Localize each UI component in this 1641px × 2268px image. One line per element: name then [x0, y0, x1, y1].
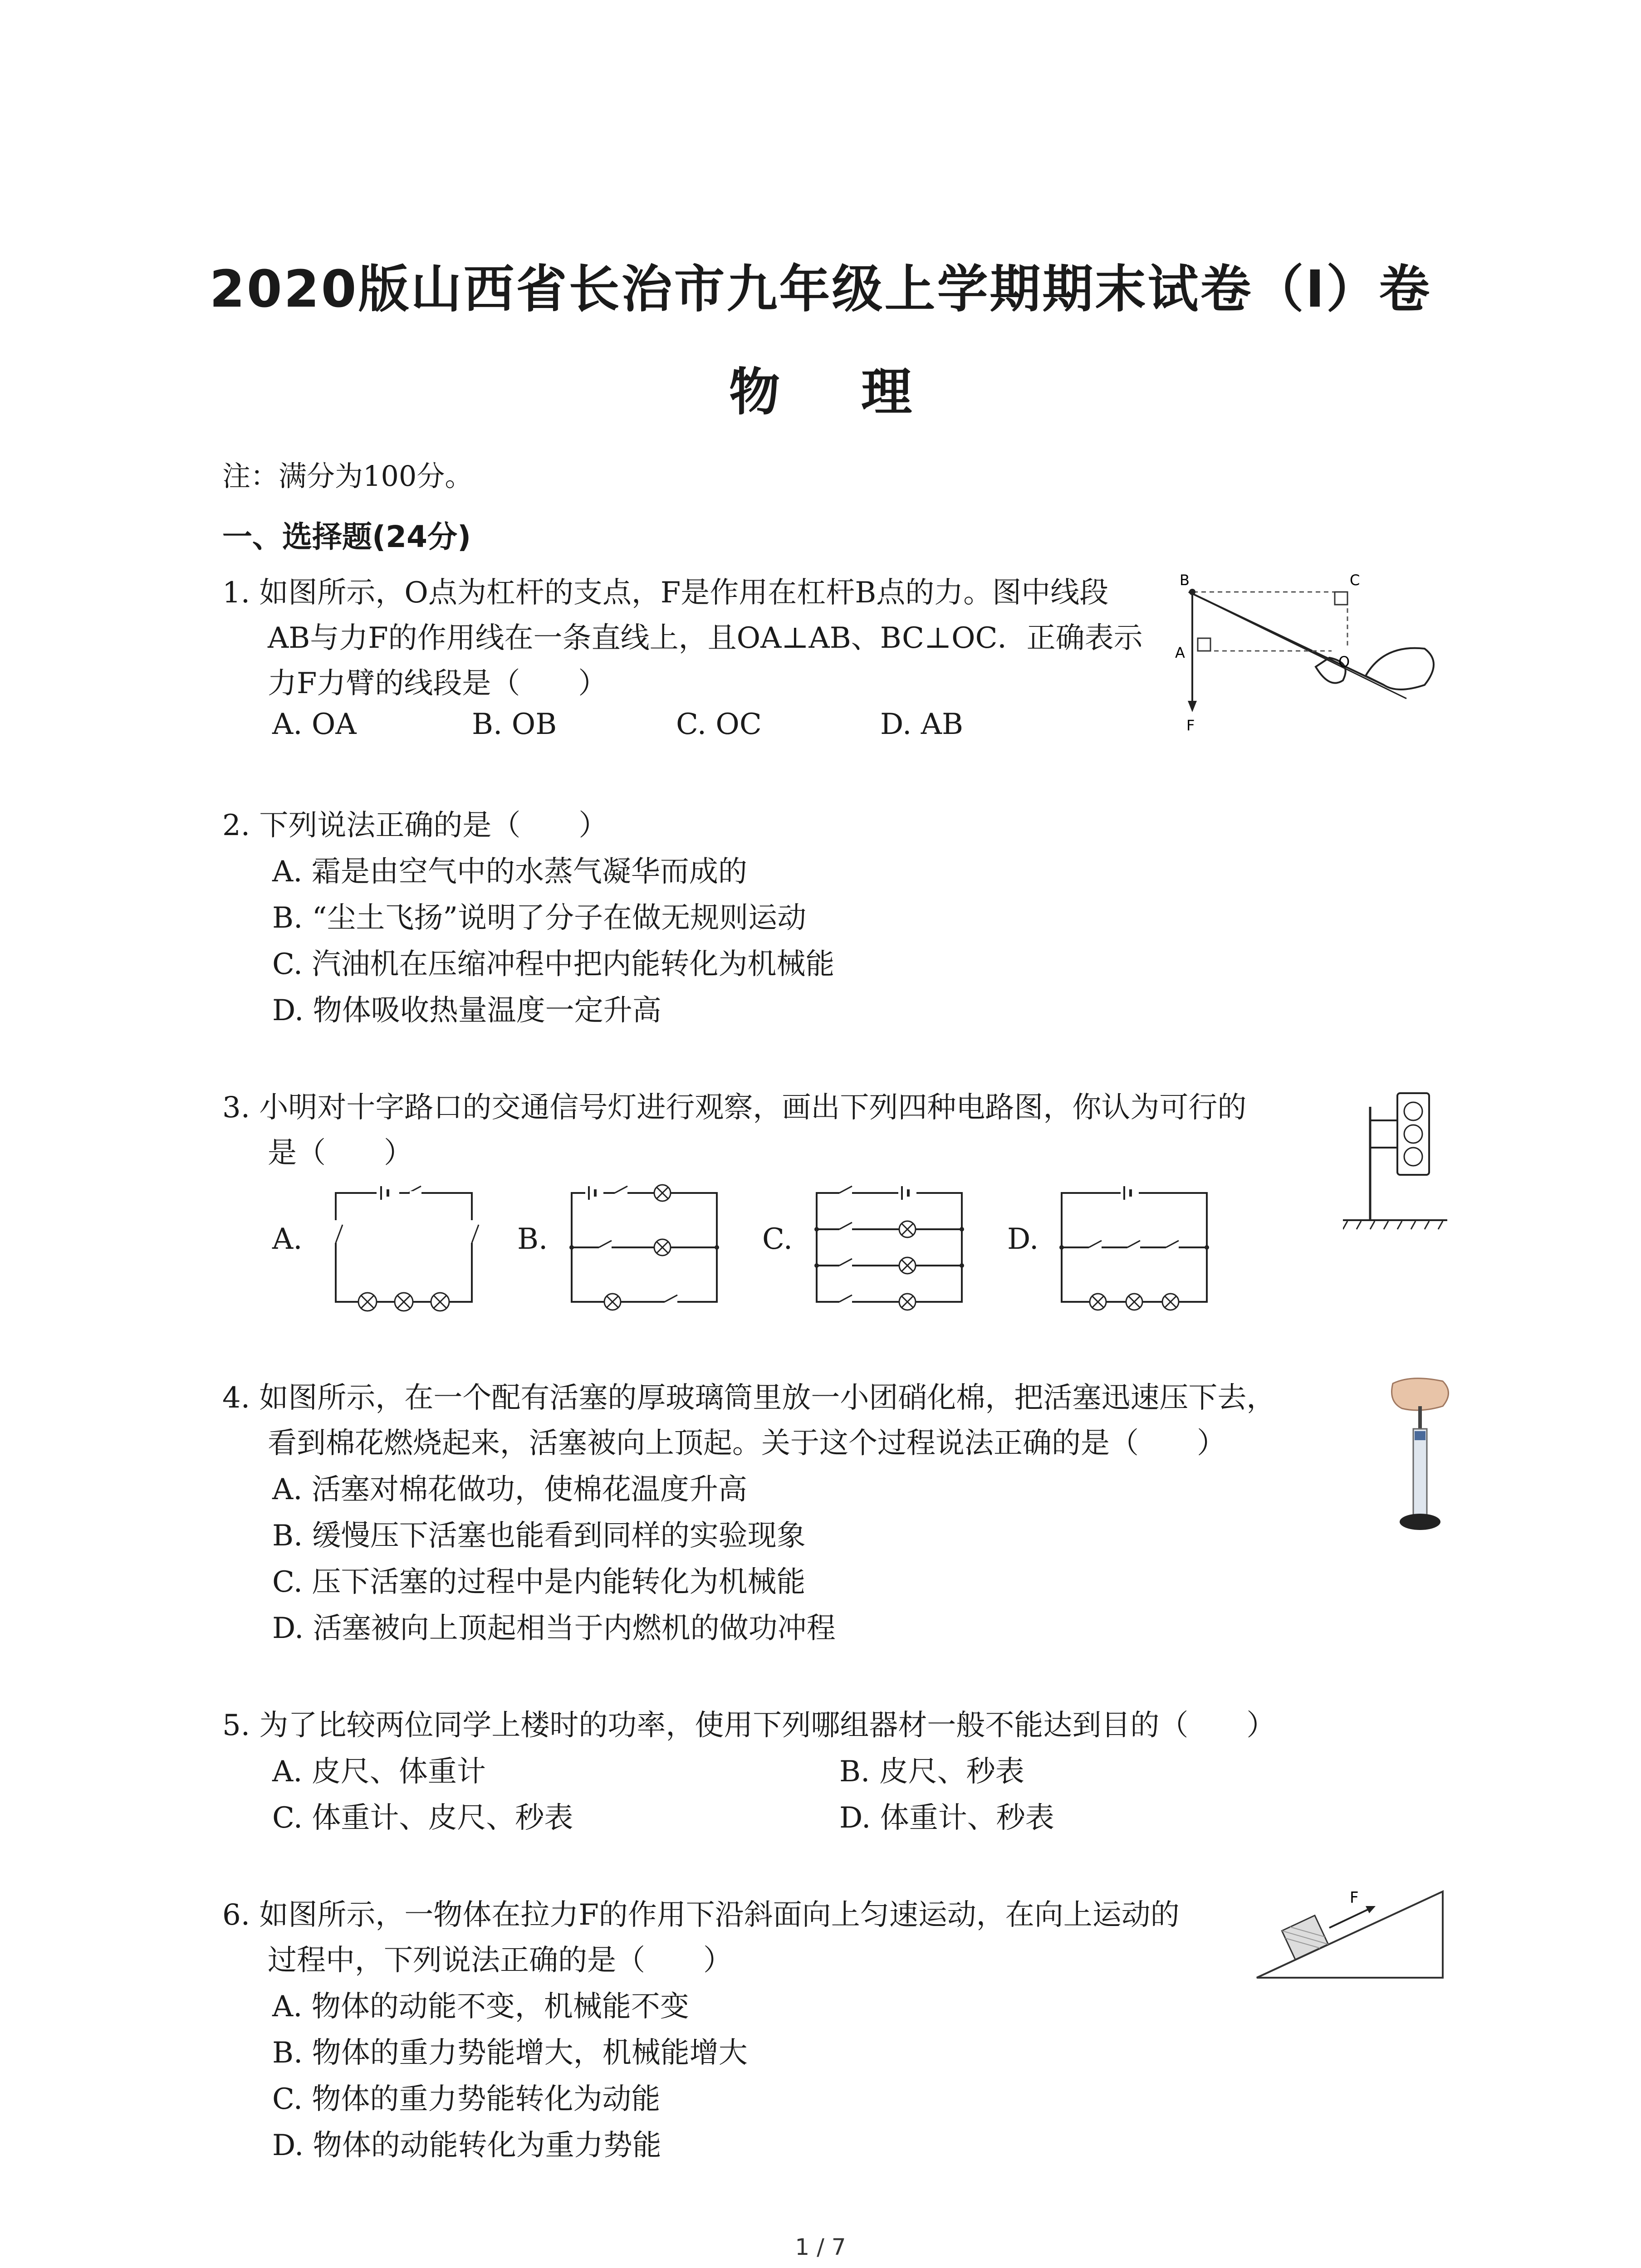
label-a: A [1175, 644, 1185, 661]
label-o: O [1338, 653, 1350, 670]
q5-option-a: A. 皮尺、体重计 [272, 1755, 486, 1789]
q3-option-a-label: A. [272, 1222, 303, 1256]
q2-option-b: B. “尘土飞扬”说明了分子在做无规则运动 [272, 901, 807, 935]
label-c: C [1350, 572, 1360, 589]
circuit-d [1048, 1179, 1220, 1315]
q1-option-c: C. OC [676, 708, 762, 741]
piston-cylinder-figure [1375, 1374, 1465, 1538]
page-number: 1 / 7 [795, 2234, 846, 2260]
subject-title: 物 理 [729, 363, 944, 422]
q1-options [272, 708, 998, 744]
q6-option-a: A. 物体的动能不变，机械能不变 [272, 1990, 689, 2024]
q6-option-c: C. 物体的重力势能转化为动能 [272, 2082, 661, 2116]
q6-line1: 6. 如图所示，一物体在拉力F的作用下沿斜面向上匀速运动，在向上运动的 [222, 1898, 1180, 1932]
lever-figure [1171, 572, 1452, 735]
circuit-b [558, 1179, 730, 1315]
q4-option-c: C. 压下活塞的过程中是内能转化为机械能 [272, 1565, 806, 1599]
q2-option-a: A. 霜是由空气中的水蒸气凝华而成的 [272, 855, 747, 889]
q4-option-b: B. 缓慢压下活塞也能看到同样的实验现象 [272, 1519, 806, 1553]
section-heading: 一、选择题(24分) [222, 519, 471, 554]
q5-option-d: D. 体重计、秒表 [839, 1801, 1054, 1835]
q3-option-c-label: C. [762, 1222, 793, 1256]
circuit-c [803, 1179, 975, 1315]
q6-option-b: B. 物体的重力势能增大，机械能增大 [272, 2036, 748, 2070]
traffic-light-figure [1343, 1089, 1488, 1238]
q3-option-b-label: B. [517, 1222, 548, 1256]
q4-line2: 看到棉花燃烧起来，活塞被向上顶起。关于这个过程说法正确的是（ ） [268, 1427, 1226, 1460]
q3-line1: 3. 小明对十字路口的交通信号灯进行观察，画出下列四种电路图，你认为可行的 [222, 1091, 1247, 1124]
q1-option-a: A. OA [272, 708, 357, 741]
q5-option-b: B. 皮尺、秒表 [839, 1755, 1024, 1789]
q2-option-d: D. 物体吸收热量温度一定升高 [272, 994, 661, 1027]
q6-option-d: D. 物体的动能转化为重力势能 [272, 2129, 661, 2162]
q1-line3: 力F力臂的线段是（ ） [268, 667, 607, 700]
q1-line2: AB与力F的作用线在一条直线上，且OA⊥AB、BC⊥OC．正确表示 [268, 621, 1143, 655]
circuit-a [318, 1179, 490, 1315]
q3-option-d-label: D. [1007, 1222, 1039, 1256]
label-f: F [1186, 717, 1195, 734]
score-note: 注：满分为100分。 [222, 459, 473, 493]
exam-title: 2020版山西省长治市九年级上学期期末试卷（I）卷 [209, 260, 1432, 319]
q6-line2: 过程中，下列说法正确的是（ ） [268, 1944, 732, 1977]
q1-option-b: B. OB [472, 708, 557, 741]
incline-figure [1252, 1882, 1452, 1982]
q2-stem: 2. 下列说法正确的是（ ） [222, 809, 608, 842]
q3-line2: 是（ ） [268, 1136, 413, 1170]
force-arrow [1329, 1907, 1372, 1928]
label-b: B [1180, 572, 1190, 589]
q1-option-d: D. AB [880, 708, 963, 741]
q5-option-c: C. 体重计、皮尺、秒表 [272, 1801, 573, 1835]
q1-line1: 1. 如图所示，O点为杠杆的支点，F是作用在杠杆B点的力。图中线段 [222, 576, 1109, 610]
glass-tube [1413, 1429, 1427, 1520]
q5-stem: 5. 为了比较两位同学上楼时的功率，使用下列哪组器材一般不能达到目的（ ） [222, 1709, 1276, 1742]
q2-option-c: C. 汽油机在压缩冲程中把内能转化为机械能 [272, 948, 835, 981]
base [1400, 1514, 1440, 1530]
q4-option-d: D. 活塞被向上顶起相当于内燃机的做功冲程 [272, 1612, 836, 1645]
q4-option-a: A. 活塞对棉花做功，使棉花温度升高 [272, 1473, 747, 1506]
q4-line1: 4. 如图所示，在一个配有活塞的厚玻璃筒里放一小团硝化棉，把活塞迅速压下去， [222, 1381, 1276, 1415]
force-label: F [1350, 1889, 1359, 1907]
hand-shape [1392, 1378, 1449, 1410]
